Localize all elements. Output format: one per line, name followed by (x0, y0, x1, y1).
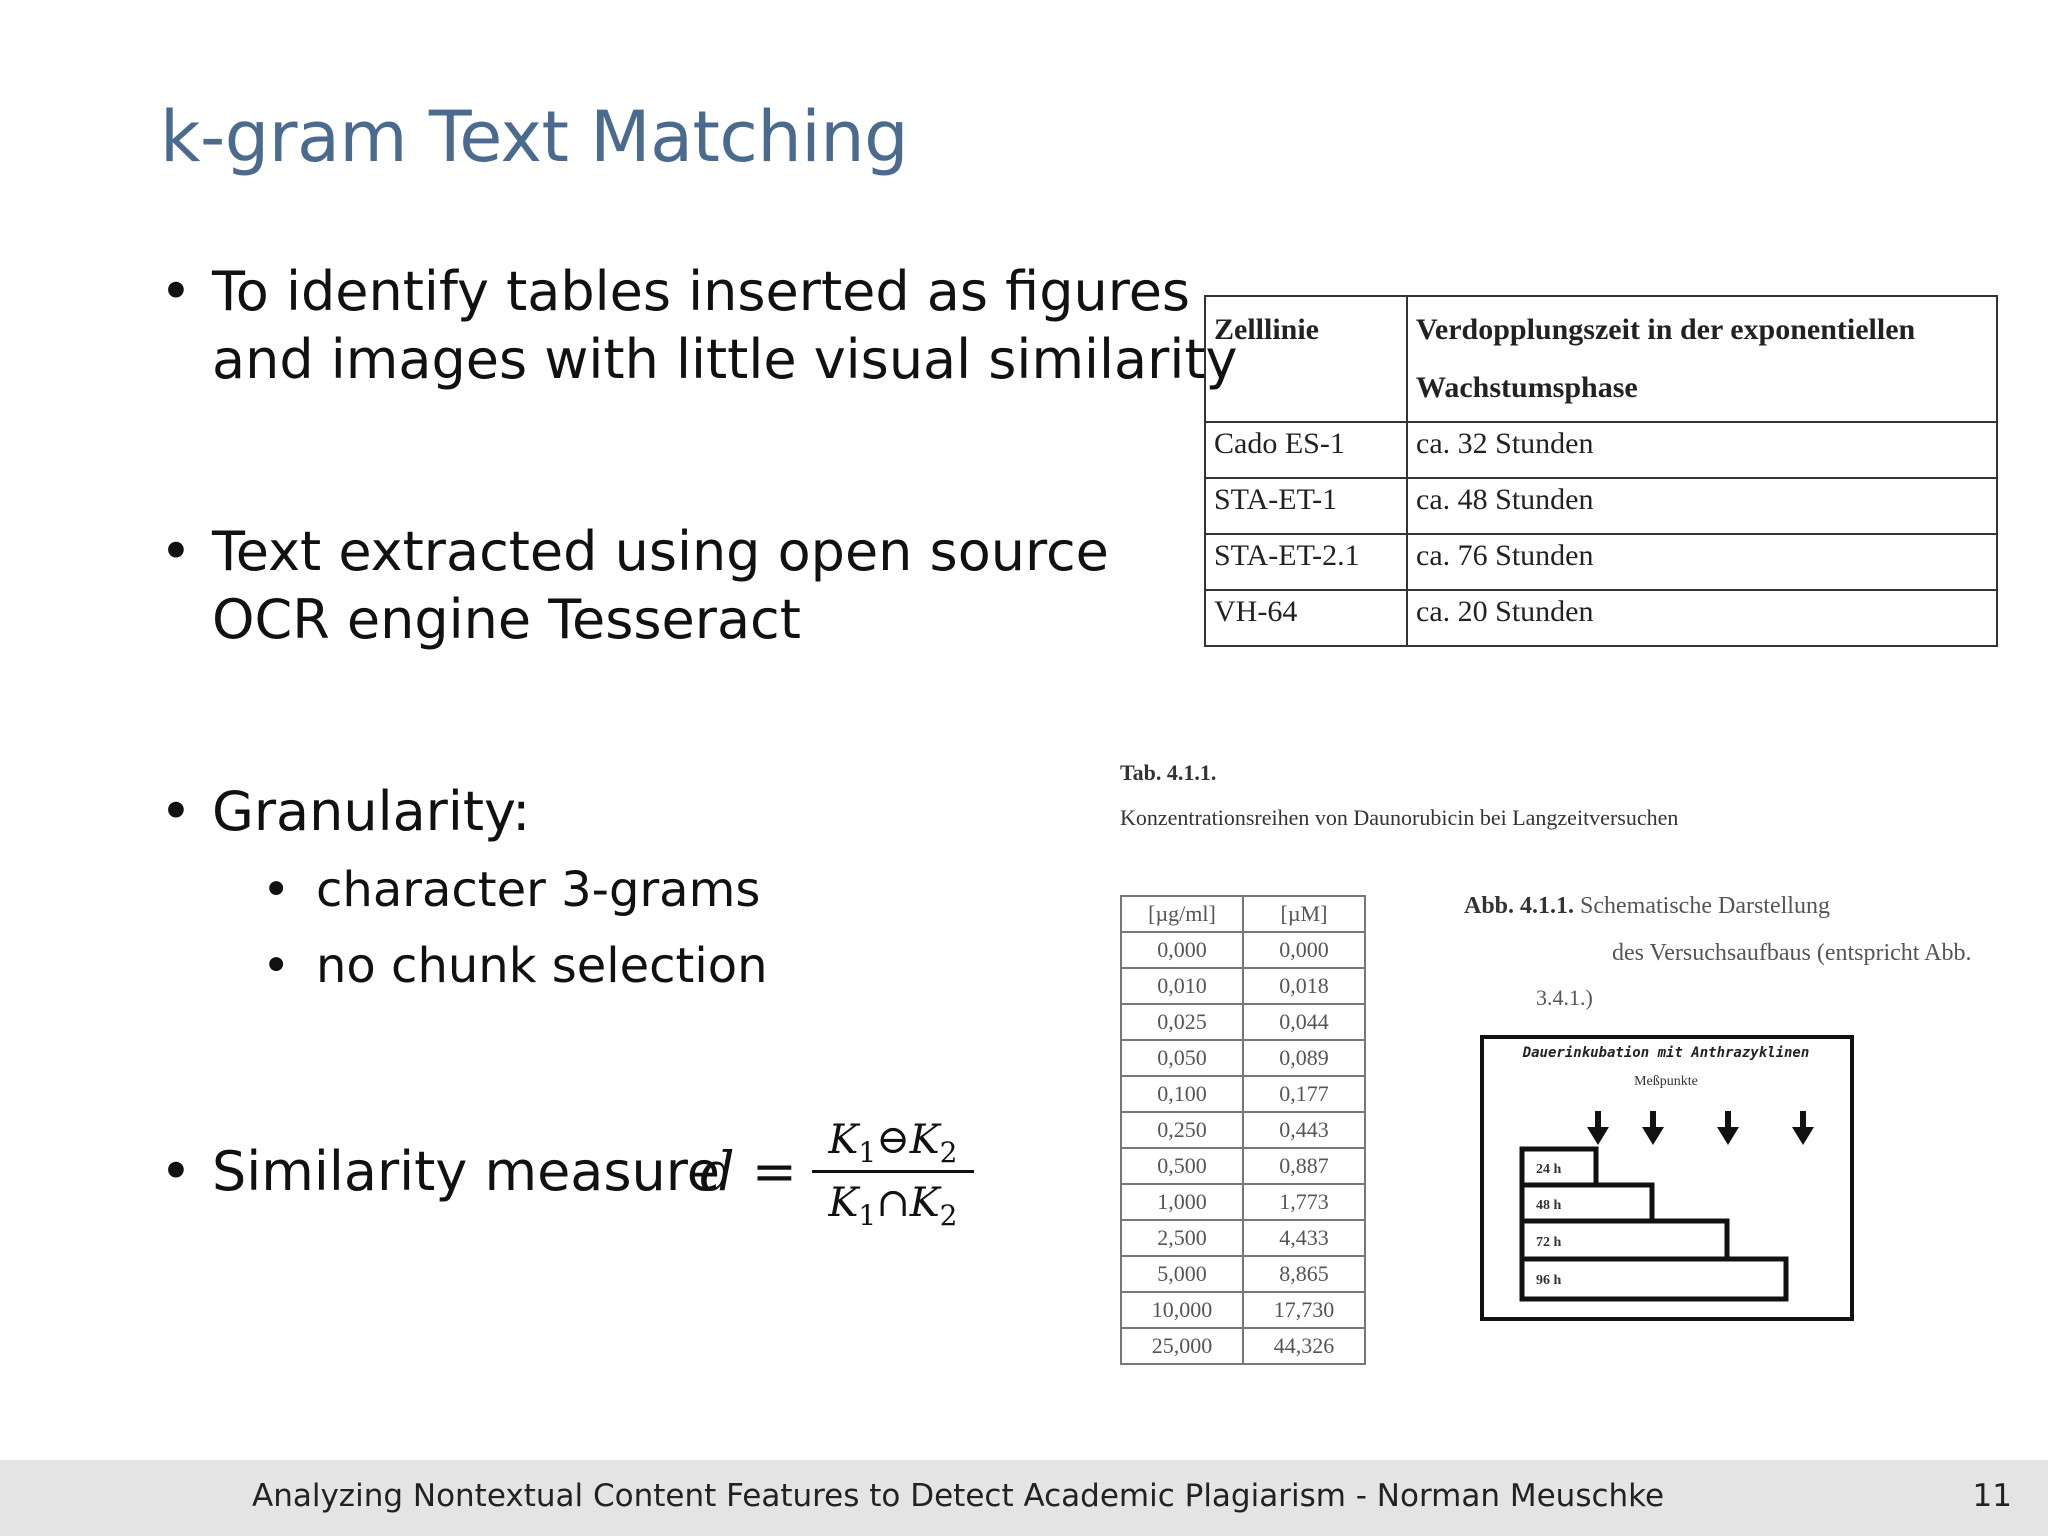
table-cell: VH-64 (1205, 590, 1407, 646)
header-line: Wachstumsphase (1416, 371, 1638, 404)
formula-den-k2: K (909, 1180, 940, 1226)
table-header-cell (1407, 296, 1997, 422)
formula-num-k1: K (828, 1117, 859, 1163)
table-header-cell: [µg/ml] (1121, 896, 1243, 932)
table-cell: ca. 32 Stunden (1407, 422, 1997, 478)
table-cell: STA-ET-2.1 (1205, 534, 1407, 590)
table-row (1121, 932, 1365, 968)
table-row (1121, 1040, 1365, 1076)
formula-den-sub1: 1 (858, 1199, 877, 1232)
formula-den-op: ∩ (876, 1180, 910, 1226)
table-cell: 0,500 (1121, 1148, 1243, 1184)
table-row (1121, 1148, 1365, 1184)
formula-num-k2: K (909, 1117, 940, 1163)
table-cell: 0,443 (1243, 1112, 1365, 1148)
table-cell: ca. 48 Stunden (1407, 478, 1997, 534)
diagram-title: Dauerinkubation mit Anthrazyklinen (1522, 1045, 1810, 1061)
incubation-diagram (1480, 1035, 1856, 1325)
table-caption-label: Tab. 4.1.1. (1120, 760, 1217, 785)
table-header-cell: [µM] (1243, 896, 1365, 932)
table-cell: 0,089 (1243, 1040, 1365, 1076)
sub-bullet-text: no chunk selection (316, 938, 768, 994)
sub-bullet-marker: • (262, 862, 291, 918)
figure-caption-text: Schematische Darstellung (1580, 893, 1830, 919)
table-cell: 0,025 (1121, 1004, 1243, 1040)
sub-bullet-marker: • (262, 938, 291, 994)
table-cell: 0,018 (1243, 968, 1365, 1004)
sub-bullet-text: character 3-grams (316, 862, 761, 918)
formula-numerator (812, 1112, 974, 1168)
fraction-bar (812, 1170, 974, 1173)
table-cell: 17,730 (1243, 1292, 1365, 1328)
slide-footer (0, 1460, 2048, 1536)
bullet-marker: • (160, 780, 192, 843)
table-cell: 0,177 (1243, 1076, 1365, 1112)
table-header-cell: Zelllinie (1205, 296, 1407, 422)
table-cell: 0,000 (1243, 932, 1365, 968)
table-cell: 0,100 (1121, 1076, 1243, 1112)
table-row (1121, 1292, 1365, 1328)
table-cell: 25,000 (1121, 1328, 1243, 1364)
table-row (1205, 590, 1997, 646)
bullet-marker: • (160, 520, 192, 583)
figure-caption-line1 (1464, 893, 1830, 920)
table-header-row (1205, 296, 1997, 422)
formula-fraction (812, 1112, 974, 1231)
table-cell: 0,887 (1243, 1148, 1365, 1184)
table-row (1121, 1220, 1365, 1256)
table-row (1121, 1184, 1365, 1220)
diagram-subtitle: Meßpunkte (1634, 1074, 1698, 1089)
table-cell: 5,000 (1121, 1256, 1243, 1292)
bullet-text-line2: OCR engine Tesseract (212, 588, 801, 651)
table-cell: 10,000 (1121, 1292, 1243, 1328)
table-cell: STA-ET-1 (1205, 478, 1407, 534)
bullet-text-line1: Text extracted using open source (212, 520, 1109, 583)
bullet-marker: • (160, 260, 192, 323)
table-caption: Konzentrationsreihen von Daunorubicin bei Langzeitversuchen (1120, 805, 1679, 830)
formula-num-op: ⊖ (876, 1117, 910, 1163)
formula-lhs: d = (700, 1140, 797, 1203)
table-row (1121, 968, 1365, 1004)
table-row (1121, 1256, 1365, 1292)
bar-label: 72 h (1536, 1235, 1562, 1250)
concentration-table-body (1121, 932, 1365, 1364)
table-cell: 1,000 (1121, 1184, 1243, 1220)
bullet-text-line1: To identify tables inserted as figures (212, 260, 1191, 323)
table-cell: ca. 76 Stunden (1407, 534, 1997, 590)
formula-denominator (812, 1175, 974, 1231)
bullet-marker: • (160, 1140, 192, 1203)
figure-caption-line2: des Versuchsaufbaus (entspricht Abb. (1612, 940, 1972, 966)
bullet-text-line1: Similarity measure (212, 1140, 720, 1203)
footer-text: Analyzing Nontextual Content Features to Detect Academic Plagiarism - Norman Meuschke (252, 1478, 1665, 1514)
table-cell: Cado ES-1 (1205, 422, 1407, 478)
formula-den-k1: K (828, 1180, 859, 1226)
table-row (1121, 1112, 1365, 1148)
formula-num-sub2: 2 (939, 1136, 958, 1169)
slide-title: k-gram Text Matching (160, 96, 909, 178)
table-cell: ca. 20 Stunden (1407, 590, 1997, 646)
table-cell: 0,044 (1243, 1004, 1365, 1040)
table-header-row (1121, 896, 1365, 932)
formula-num-sub1: 1 (858, 1136, 877, 1169)
table-row (1121, 1076, 1365, 1112)
page-number: 11 (1972, 1478, 2012, 1514)
table-row (1121, 1004, 1365, 1040)
cell-line-table (1204, 295, 1998, 647)
bullet-text-line2: and images with little visual similarity (212, 328, 1238, 391)
table-cell: 8,865 (1243, 1256, 1365, 1292)
bar-label: 96 h (1536, 1273, 1562, 1288)
duration-bar-96h (1522, 1259, 1786, 1299)
figure-label: Abb. 4.1.1. (1464, 893, 1575, 919)
table-cell: 0,010 (1121, 968, 1243, 1004)
table-cell: 2,500 (1121, 1220, 1243, 1256)
table-cell: 4,433 (1243, 1220, 1365, 1256)
table-row (1205, 478, 1997, 534)
table-cell: 44,326 (1243, 1328, 1365, 1364)
header-line: Verdopplungszeit in der exponentiellen (1416, 313, 1916, 346)
concentration-table (1120, 895, 1366, 1365)
bar-label: 24 h (1536, 1162, 1562, 1177)
formula-den-sub2: 2 (939, 1199, 958, 1232)
table-row (1205, 422, 1997, 478)
table-cell: 0,250 (1121, 1112, 1243, 1148)
bullet-text-line1: Granularity: (212, 780, 531, 843)
table-cell: 1,773 (1243, 1184, 1365, 1220)
bar-label: 48 h (1536, 1198, 1562, 1213)
table-row (1205, 534, 1997, 590)
table-cell: 0,000 (1121, 932, 1243, 968)
table-row (1121, 1328, 1365, 1364)
figure-caption-line3: 3.4.1.) (1536, 985, 1593, 1010)
table-cell: 0,050 (1121, 1040, 1243, 1076)
